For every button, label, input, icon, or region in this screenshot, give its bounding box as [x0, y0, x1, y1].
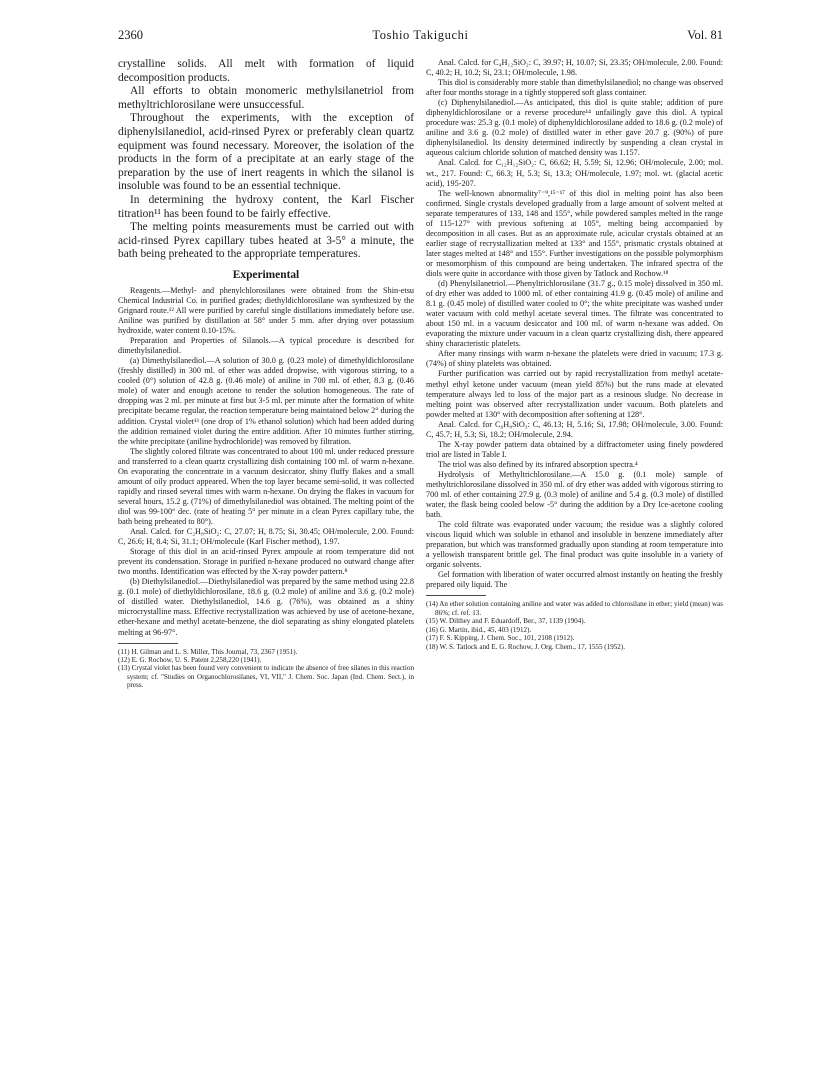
- footnote: (12) E. G. Rochow, U. S. Patent 2,258,220 (1941).: [118, 656, 262, 664]
- phenylsilanetriol-paragraph: (d) Phenylsilanetriol.—Phenyltrichlorosilane (31.7 g., 0.15 mole) dissolved in 350 ml. of dry ether was added to 1000 ml. of ether containing 41.9 g. (0.45 mole) of aniline and 8.1 g. (0.45 mole) of distilled water cooled to 0°; the white precipitate was washed under water vacuum with cold methyl acetate several times. The filtrate was concentrated to about 150 ml. in a vacuum desiccator and 100 ml. of warm n-hexane was added. On evaporating the mixture under vacuum in a clean quartz crystallizing dish, there appeared shiny characteristic platelets.: [426, 279, 723, 349]
- footnote: (14) An ether solution containing aniline and water was added to chlorosilane in ether; yield (mean) was 86%; cf. ref. 13.: [426, 600, 723, 617]
- paragraph: Storage of this diol in an acid-rinsed Pyrex ampoule at room temperature did not prevent its condensation. Storage in purified n-hexane produced no outward change after two months. Identification was effected by the X-ray powder pattern.⁸: [118, 547, 414, 577]
- page-number: 2360: [118, 28, 143, 42]
- diphenylsilanediol-paragraph: (c) Diphenylsilanediol.—As anticipated, this diol is quite stable; addition of pure diphenyldichlorosilane or a reverse procedure¹⁴ unfailingly gave this diol. A typical procedure was: 25.3 g. (0.1 mole) of diphenyldichlorosilane added to 18.6 g. (0.2 mole) of aniline and 3.6 g. (0.2 mole) of distilled water in ether gave 20.7 g. (90%) of pure diphenylsilanediol. Its density determined indirectly by suspending a clean crystal in aqueous calcium chloride solution of matched density was 1.157.: [426, 98, 723, 158]
- hydrolysis-paragraph: Hydrolysis of Methyltrichlorosilane.—A 15.0 g. (0.1 mole) sample of methyltrichlorosilane dissolved in 350 ml. of dry ether was added with vigorous stirring to 700 ml. of ether containing 27.9 g. (0.3 mole) of aniline and 5.4 g. (0.3 mole) of distilled water, the flask being cooled below -5° during the addition by a Dry Ice-acetone cooling bath.: [426, 469, 723, 520]
- analysis-paragraph: Anal. Calcd. for C₂H₈SiO₂: C, 27.07; H, 8.75; Si, 30.45; OH/molecule, 2.00. Found: C, 26.6; H, 8.4; Si, 31.1; OH/molecule (Karl Fischer method), 1.97.: [118, 527, 414, 547]
- diethylsilanediol-paragraph: (b) Diethylsilanediol.—Diethylsilanediol was prepared by the same method using 22.8 g. (0.1 mole) of diethyldichlorosilane, 18.6 g. (0.2 mole) of aniline and 3.6 g. (0.2 mole) of distilled water. Diethylsilanediol, 14.6 g. (76%), was obtained as a shiny microcrystalline mass. Effective recrystallization was achieved by use of acetone-hexane, ether-hexane and methyl acetate-benzene, the diol separating as shiny elongated platelets melting at 96-97°.: [118, 577, 414, 637]
- paragraph: In determining the hydroxy content, the Karl Fischer titration¹¹ has been found to be fairly effective.: [118, 193, 414, 220]
- running-author: Toshio Takiguchi: [372, 28, 469, 42]
- paragraph: The well-known abnormality⁷⁻⁹,¹⁵⁻¹⁷ of this diol in melting point has also been confirmed. Single crystals developed gradually from a large amount of solvent melted at separate temperatures of 133, 148 and 155°, while powdered samples melted in the range of 115-127° with previous softening at 105°, melting being accompanied by decomposition in all cases. But as an approximate rule, acicular crystals obtained at an earlier stage of recrystallization melted at 133° and 155°, prismatic crystals obtained at later stages melted at 148° and 155°. Further investigations on the possible polymorphism or mesomorphism of this compound are being undertaken. The infrared spectra of the diols were quite in accordance with those given by Tatlock and Rochow.¹⁸: [426, 188, 723, 278]
- paragraph: The cold filtrate was evaporated under vacuum; the residue was a slightly colored viscous liquid which was soluble in ethanol and insoluble in benzene immediately after preparation, but which was transformed gradually upon standing at room temperature into a yellowish transparent brittle gel. The final product was quite insoluble in a variety of organic solvents.: [426, 520, 723, 570]
- analysis-paragraph: Anal. Calcd. for C₄H₁₂SiO₂: C, 39.97; H, 10.07; Si, 23.35; OH/molecule, 2.00. Found: C, 40.2; H, 10.2; Si, 23.1; OH/molecule, 1.98.: [426, 58, 723, 78]
- paragraph: After many rinsings with warm n-hexane the platelets were dried in vacuum; 17.3 g. (74%) of shiny platelets was obtained.: [426, 349, 723, 369]
- page-header: [118, 28, 723, 44]
- footnote-rule: [118, 643, 178, 644]
- footnote-rule: [426, 595, 486, 596]
- footnote: (18) W. S. Tatlock and E. G. Rochow, J. Org. Chem., 17, 1555 (1952).: [426, 642, 625, 651]
- paragraph: This diol is considerably more stable than dimethylsilanediol; no change was observed after four months storage in a tightly stoppered soft glass container.: [426, 78, 723, 98]
- footnote: (16) G. Martin, ibid., 45, 403 (1912).: [426, 625, 532, 634]
- left-column: [118, 58, 414, 690]
- right-column: [426, 58, 723, 651]
- analysis-paragraph: Anal. Calcd. for C₆H₈SiO₃: C, 46.13; H, 5.16; Si, 17.98; OH/molecule, 3.00. Found: C, 45.7; H, 5.3; Si, 18.2; OH/molecule, 2.94.: [426, 419, 723, 439]
- volume-number: Vol. 81: [687, 28, 723, 42]
- section-heading: Experimental: [232, 268, 300, 281]
- footnote: (11) H. Gilman and L. S. Miller, This Journal, 73, 2367 (1951).: [118, 647, 298, 656]
- preparation-paragraph: Preparation and Properties of Silanols.—A typical procedure is described for dimethylsilanediol.: [118, 336, 414, 356]
- paragraph: Gel formation with liberation of water occurred almost instantly on heating the freshly prepared oily liquid. The: [426, 570, 723, 590]
- paragraph: Throughout the experiments, with the exception of diphenylsilanediol, acid-rinsed Pyrex or preferably clean quartz equipment was found necessary. Moreover, the isolation of the products in the form of a precipitate at an early stage of the preparation by the use of inert reagents in which the silanol is insoluble was found to be an essential technique.: [118, 112, 414, 193]
- footnote: (13) Crystal violet has been found very convenient to indicate the absence of free silanes in this reaction system; cf. "Studies on Organochlorosilanes, VI, VII," J. Chem. Soc. Japan (Ind. Chem. Sect.), in press.: [118, 664, 414, 690]
- footnote: (17) F. S. Kipping, J. Chem. Soc., 101, 2108 (1912).: [426, 634, 575, 643]
- paragraph: crystalline solids. All melt with formation of liquid decomposition products.: [118, 58, 414, 84]
- paragraph: Further purification was carried out by rapid recrystallization from methyl acetate-methyl ethyl ketone under vacuum (mean yield 85%) but the runs made at elevated temperature always led to loss of the major part as a resinous sludge. No decrease in melting point was observed after recrystallization under vacuum. Both platelets and powder melted at 130° with decomposition after softening at 128°.: [426, 369, 723, 419]
- paragraph: The triol was also defined by its infrared absorption spectra.⁴: [438, 459, 638, 469]
- paragraph: The X-ray powder pattern data obtained by a diffractometer using finely powdered triol are listed in Table I.: [426, 439, 723, 459]
- reagents-paragraph: Reagents.—Methyl- and phenylchlorosilanes were obtained from the Shin-etsu Chemical Industrial Co. in purified grades; diethyldichlorosilane was synthesized by the Grignard route.¹² All were purified by careful single distillations immediately before use. Aniline was purified by distillation at 58° under 5 mm. after drying over potassium hydroxide, water content 0.10-15%.: [118, 285, 414, 336]
- paragraph: All efforts to obtain monomeric methylsilanetriol from methyltrichlorosilane were unsuccessful.: [118, 85, 414, 111]
- dimethylsilanediol-paragraph: (a) Dimethylsilanediol.—A solution of 30.0 g. (0.23 mole) of dimethyldichlorosilane (freshly distilled) in 300 ml. of ether was added dropwise, with vigorous stirring, to a cooled (0°) solution of 42.8 g. (0.46 mole) of aniline in 700 ml. of ether, 8.3 g. (0.46 mole) of water and enough acetone to render the solution homogeneous. The rate of dropping was 2 ml. per minute at first but 3-5 ml. per minute after the formation of white precipitate became regular, the reaction temperature being maintained below 2° during the addition. Crystal violet¹³ (one drop of 1% ethanol solution) which had been added during the addition remained violet during the entire addition. After 10 minutes further stirring, the white precipitate (aniline hydrochloride) was removed by filtration.: [118, 356, 414, 446]
- footnote: (15) W. Dilthey and F. Eduardoff, Ber., 37, 1139 (1904).: [426, 617, 586, 626]
- analysis-paragraph: Anal. Calcd. for C₁₂H₁₂SiO₂: C, 66.62; H, 5.59; Si, 12.96; OH/molecule, 2.00; mol. wt., 217. Found: C, 66.3; H, 5.3; Si, 13.3; OH/molecule, 1.97; mol. wt. (glacial acetic acid), 195-207.: [426, 158, 723, 188]
- paragraph: The melting points measurements must be carried out with acid-rinsed Pyrex capillary tubes heated at 3-5° a minute, the bath being preheated to the appropriate temperatures.: [118, 221, 414, 261]
- paragraph: The slightly colored filtrate was concentrated to about 100 ml. under reduced pressure and transferred to a clean quartz crystallizing dish containing 100 ml. of warm n-hexane. On evaporating the concentrate in a vacuum desiccator, shiny fluffy flakes and a small amount of oily product appeared. When the top layer became semi-solid, it was collected rapidly and rinsed several times with warm n-hexane. On drying the flakes in vacuum for several hours, 15.2 g. (71%) of dimethylsilanediol was obtained. The melting point of the diol was 99-100° dec. (rate of heating 5° per minute in a clean Pyrex capillary tube, the bath being preheated to 80°).: [118, 446, 414, 526]
